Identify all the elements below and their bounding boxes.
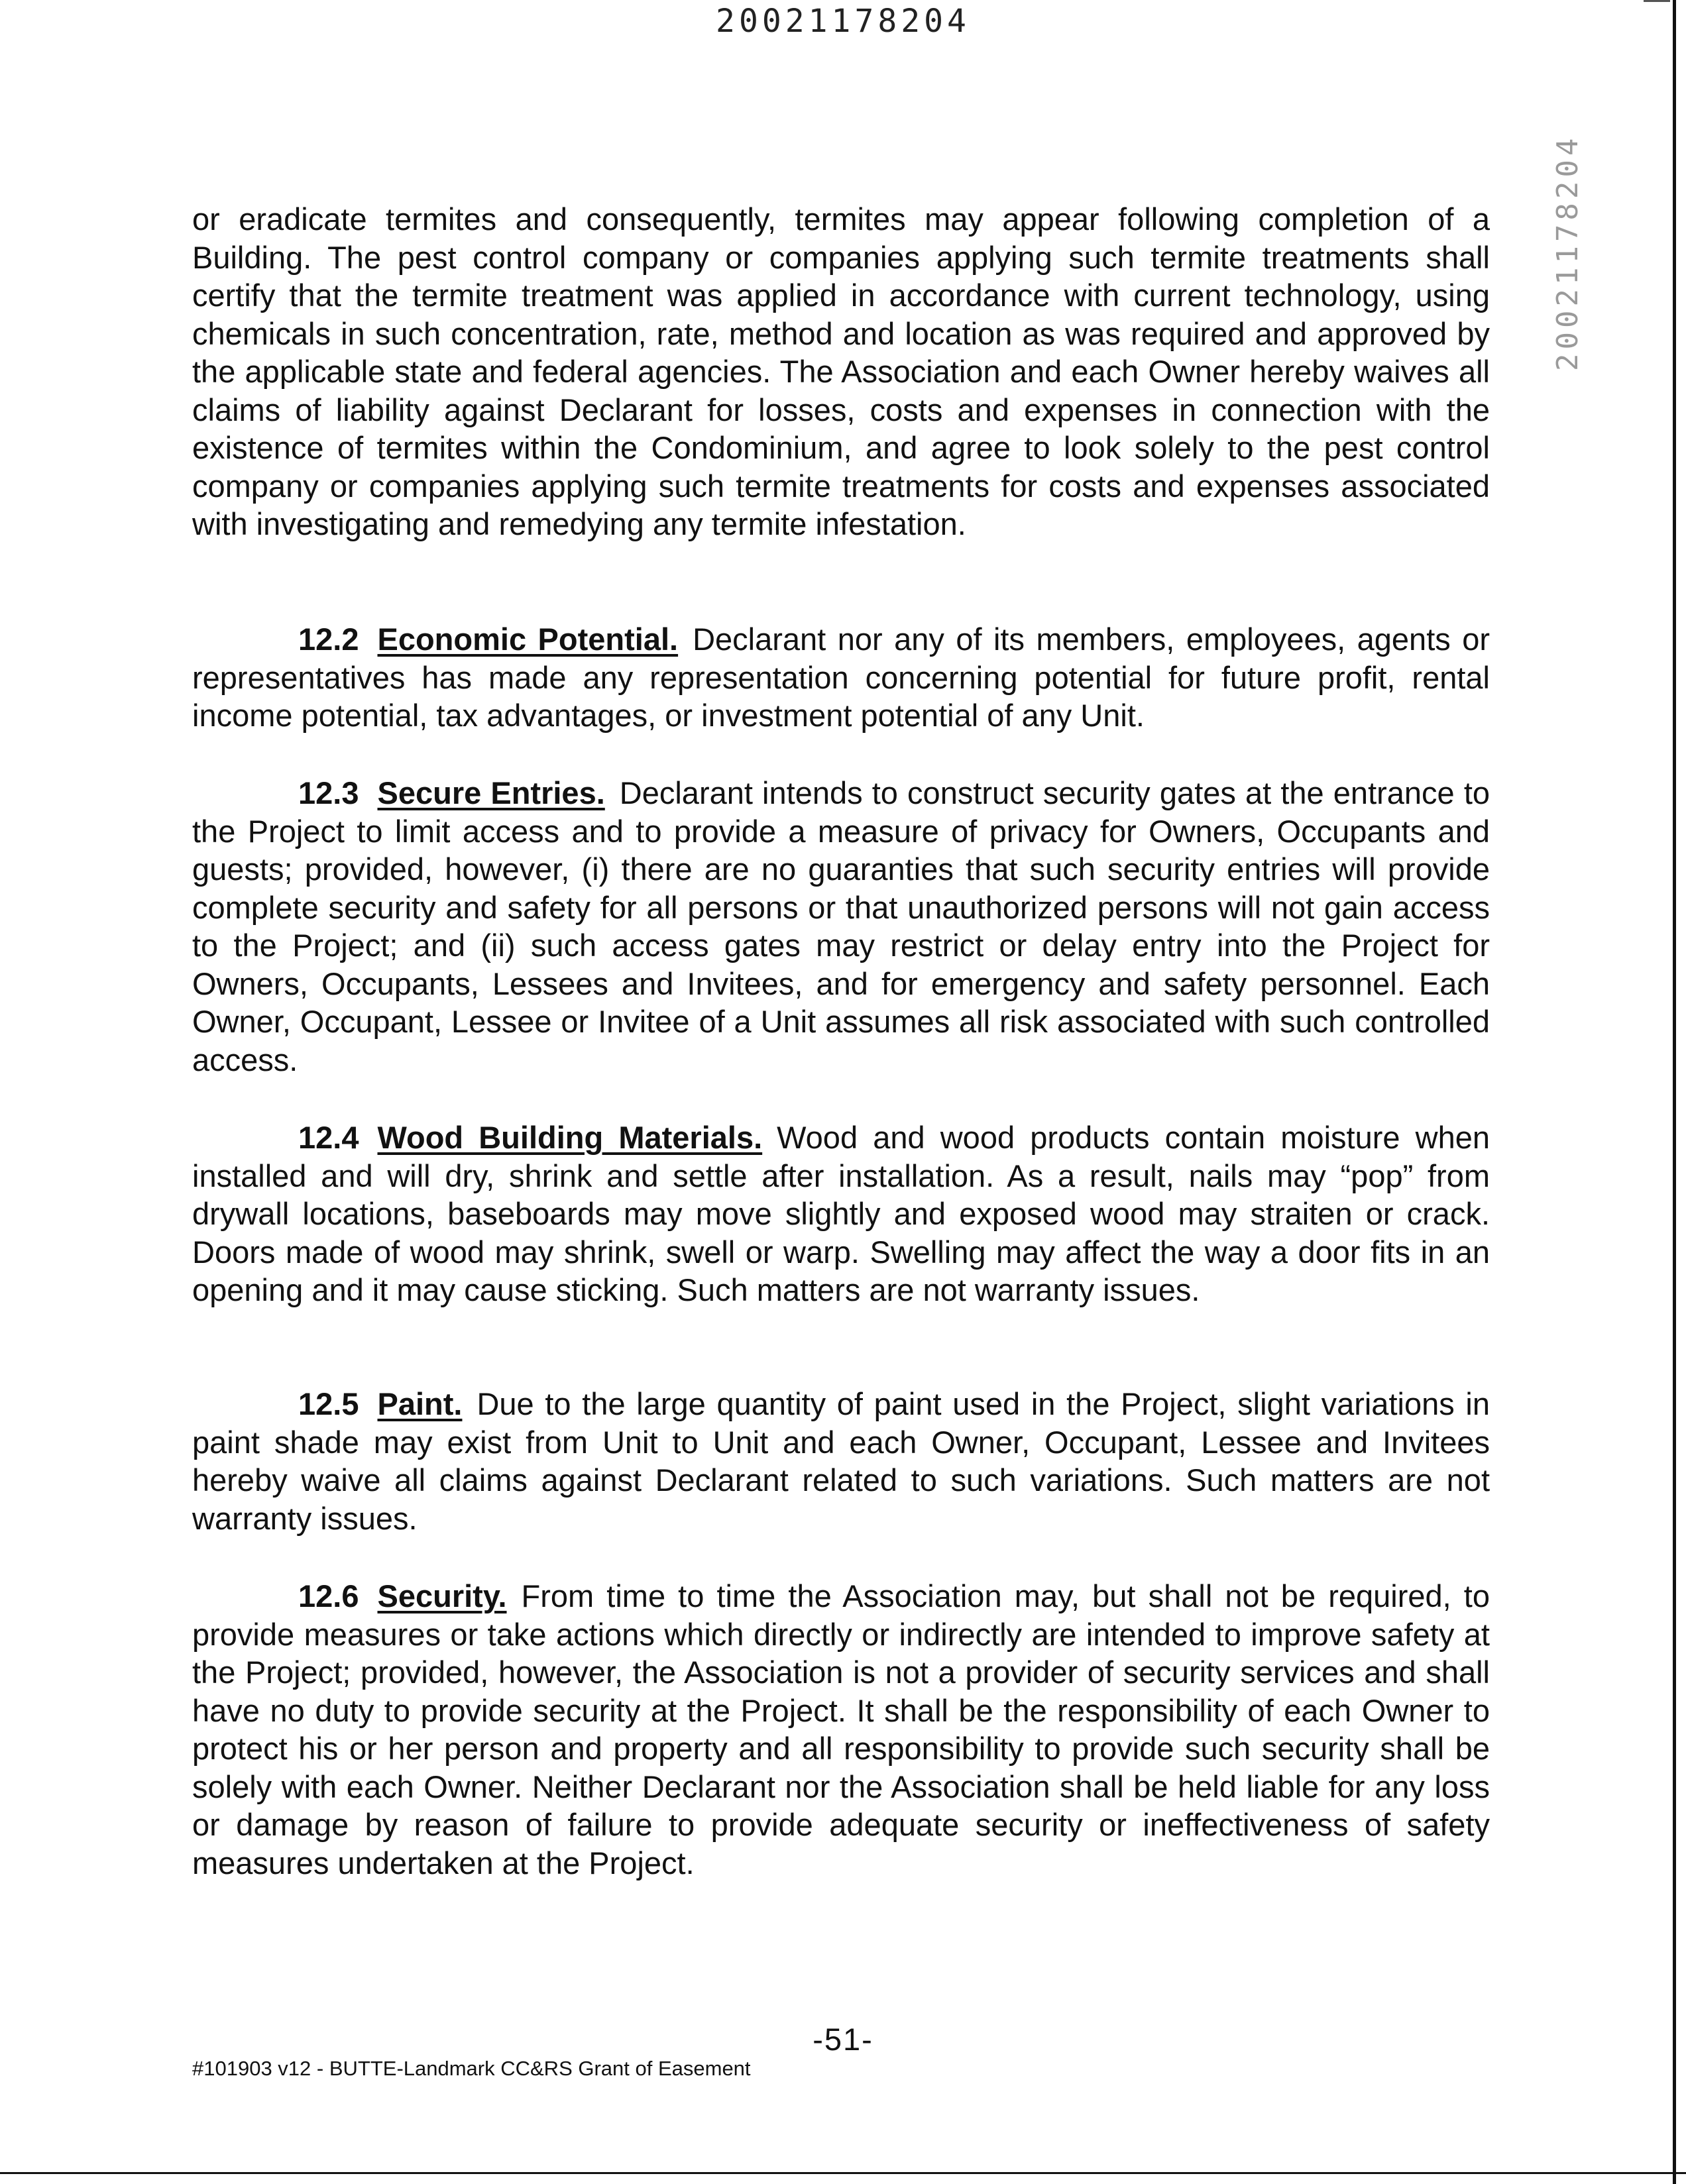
- paragraph-termites-continued: [192, 200, 1490, 543]
- section-text: From time to time the Association may, but shall not be required, to provide measures or take actions which directly or indirectly are intended to improve safety at the Project; provided, however, the Association is not a provider of security services and shall have no duty to provide security at the Project. It shall be the responsibility of each Owner to protect his or her person and property and all responsibility to provide such security shall be solely with each Owner. Neither Declarant nor the Association shall be held liable for any loss or damage by reason of failure to provide adequate security or ineffectiveness of safety measures undertaken at the Project.: [192, 1578, 1490, 1881]
- scan-right-edge: [1673, 0, 1676, 2184]
- side-recording-stamp: 20021178204: [1551, 134, 1585, 371]
- section-heading: Security.: [377, 1578, 507, 1613]
- section-12-6: [192, 1577, 1490, 1882]
- section-heading: Economic Potential.: [377, 622, 679, 657]
- section-heading: Paint.: [377, 1386, 463, 1421]
- section-12-4: [192, 1119, 1490, 1309]
- section-12-2: [192, 620, 1490, 735]
- section-number: 12.4: [298, 1120, 359, 1155]
- section-number: 12.3: [298, 775, 359, 810]
- section-text: Wood and wood products contain moisture when installed and will dry, shrink and settle after installation. As a result, nails may “pop” from drywall locations, baseboards may move slightly and exposed wood may straiten or crack. Doors made of wood may shrink, swell or warp. Swelling may affect the way a door fits in an opening and it may cause sticking. Such matters are not warranty issues.: [192, 1120, 1490, 1307]
- page-number: -51-: [813, 2022, 873, 2057]
- scan-edge-mark: [1644, 0, 1670, 2]
- section-12-5: [192, 1385, 1490, 1537]
- section-number: 12.6: [298, 1578, 359, 1613]
- section-text: Declarant nor any of its members, employees, agents or representatives has made any representation concerning potential for future profit, rental income potential, tax advantages, or investment potential of any Unit.: [192, 622, 1490, 733]
- section-number: 12.2: [298, 622, 359, 657]
- scan-bottom-edge: [0, 2172, 1686, 2174]
- section-heading: Secure Entries.: [377, 775, 605, 810]
- footer-document-ref: #101903 v12 - BUTTE-Landmark CC&RS Grant of Easement: [192, 2057, 751, 2080]
- section-text: Declarant intends to construct security gates at the entrance to the Project to limit access and to provide a measure of privacy for Owners, Occupants and guests; provided, however, (i) there are no guaranties that such security entries will provide complete security and safety for all persons or that unauthorized persons will not gain access to the Project; and (ii) such access gates may restrict or delay entry into the Project for Owners, Occupants, Lessees and Invitees, and for emergency and safety personnel. Each Owner, Occupant, Lessee or Invitee of a Unit assumes all risk associated with such controlled access.: [192, 775, 1490, 1077]
- section-heading: Wood Building Materials.: [377, 1120, 763, 1155]
- section-12-3: [192, 774, 1490, 1079]
- paragraph-text: or eradicate termites and consequently, termites may appear following completion of a Building. The pest control company or companies applying such termite treatments shall certify that the termite treatment was applied in accordance with current technology, using chemicals in such concentration, rate, method and location as was required and approved by the applicable state and federal agencies. The Association and each Owner hereby waives all claims of liability against Declarant for losses, costs and expenses in connection with the existence of termites within the Condominium, and agree to look solely to the pest control company or companies applying such termite treatments for costs and expenses associated with investigating and remedying any termite infestation.: [192, 201, 1490, 541]
- section-number: 12.5: [298, 1386, 359, 1421]
- section-text: Due to the large quantity of paint used in the Project, slight variations in paint shade may exist from Unit to Unit and each Owner, Occupant, Lessee and Invitees hereby waive all claims against Declarant related to such variations. Such matters are not warranty issues.: [192, 1386, 1490, 1536]
- recording-number: 20021178204: [716, 3, 970, 40]
